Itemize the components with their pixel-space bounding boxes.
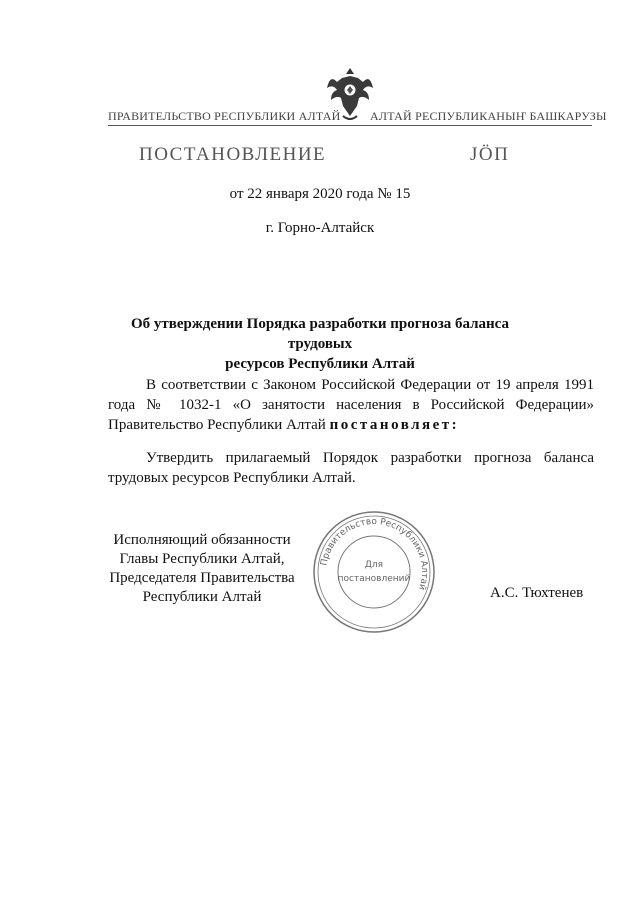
paragraph-resolution: Утвердить прилагаемый Порядок разработки прогноза баланса трудовых ресурсов Республики Алтай. — [108, 450, 594, 486]
official-stamp — [311, 509, 437, 635]
city: г. Горно-Алтайск — [265, 220, 375, 236]
signature-line-2: Главы Республики Алтай, — [119, 551, 285, 567]
stamp-inner-line-2: постановлений — [337, 574, 411, 584]
date-number: от 22 января 2020 года № 15 — [229, 186, 411, 202]
title-line-2: ресурсов Республики Алтай — [225, 356, 415, 372]
header-government-ru: ПРАВИТЕЛЬСТВО РЕСПУБЛИКИ АЛТАЙ — [108, 109, 341, 123]
preamble-emphasis: постановляет: — [329, 417, 460, 433]
document-title — [100, 314, 540, 374]
document-type: ПОСТАНОВЛЕНИЕ — [139, 144, 327, 165]
preamble-text: В соответствии с Законом Российской Федерации от 19 апреля 1991 года № 1032-1 «О занятости населения в Российской Федерации» Правительство Республики Алтай — [108, 377, 594, 433]
paragraph-preamble — [108, 375, 594, 435]
signature-position — [96, 531, 308, 607]
header-government-alt: АЛТАЙ РЕСПУБЛИКАНЫҤ БАШКАРУЗЫ — [370, 109, 607, 123]
stamp-inner-line-1: Для — [364, 560, 384, 570]
title-line-1: Об утверждении Порядка разработки прогноза баланса трудовых — [130, 316, 510, 352]
signature-line-4: Республики Алтай — [142, 589, 262, 605]
document-type-alt: JӦП — [470, 144, 510, 165]
signature-line-3: Председателя Правительства — [109, 570, 295, 586]
stamp-outer-text: Правительство Республики Алтай — [319, 516, 430, 592]
header-divider — [108, 125, 592, 126]
signatory-name: А.С. Тюхтенев — [490, 585, 584, 601]
signature-line-1: Исполняющий обязанности — [113, 532, 291, 548]
